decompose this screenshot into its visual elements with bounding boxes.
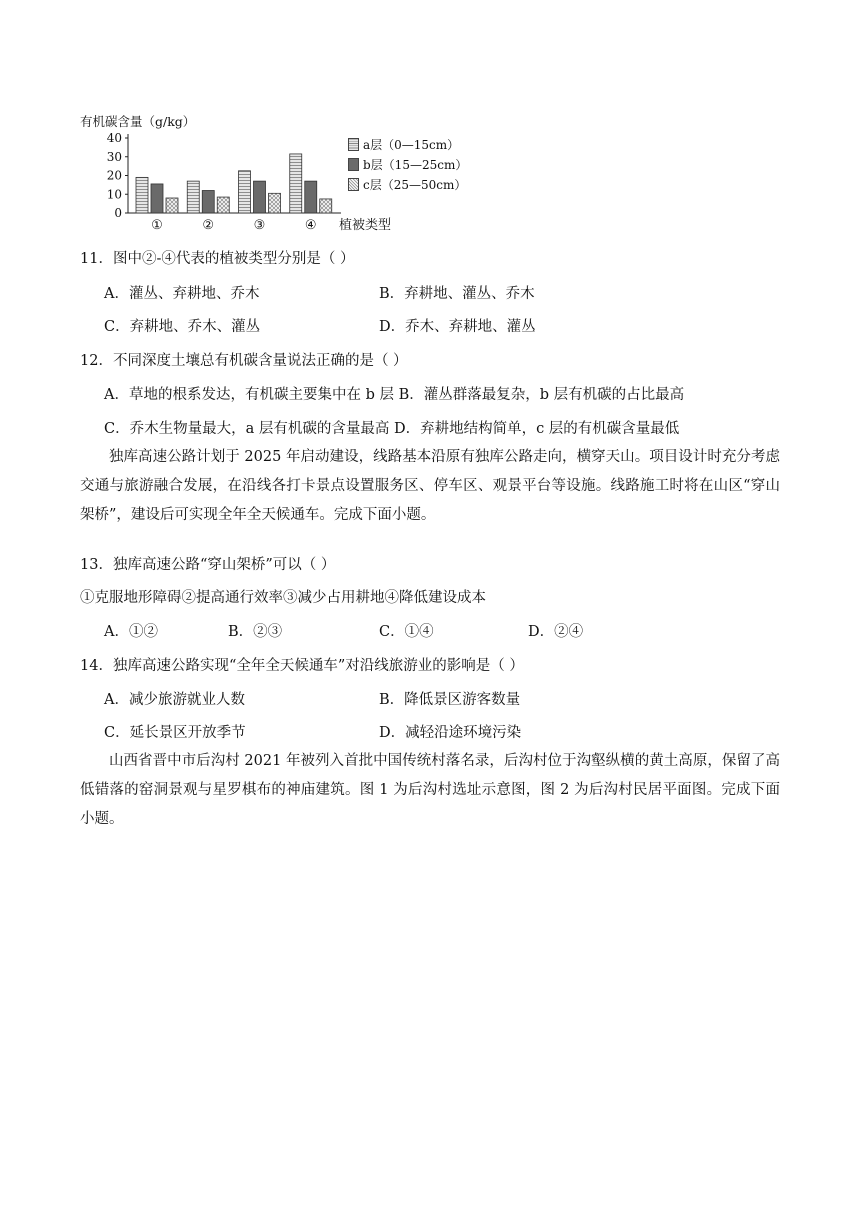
bar-a-3 [239, 171, 251, 213]
legend-swatch-a [348, 138, 359, 151]
x-tick-label-3: ③ [253, 218, 266, 233]
y-tick-label-3: 30 [106, 149, 122, 164]
passage-hougoucun: 山西省晋中市后沟村 2021 年被列入首批中国传统村落名录，后沟村位于沟壑纵横的黄土高原，保留了高低错落的窑洞景观与星罗棋布的神庙建筑。图 1 为后沟村选址示意图，图 2 为后沟村民居平面图。完成下面小题。 [80, 753, 780, 827]
q12-options-ab: A．草地的根系发达，有机碳主要集中在 b 层 B．灌丛群落最复杂，b 层有机碳的占比最高 [104, 387, 685, 403]
q13-option-d: D．②④ [528, 624, 584, 640]
legend-swatch-c [348, 178, 359, 191]
x-tick-label-1: ① [151, 218, 163, 233]
legend-label-a: a层（0—15cm） [363, 138, 460, 152]
y-tick-label-2: 20 [106, 168, 122, 183]
q13-items: ①克服地形障碍②提高通行效率③减少占用耕地④降低建设成本 [80, 590, 486, 606]
chart-title: 有机碳含量（g/kg） [80, 114, 196, 129]
bar-b-4 [305, 181, 317, 213]
q14-stem: 14．独库高速公路实现“全年全天候通车”对沿线旅游业的影响是（ ） [80, 658, 524, 674]
q13-stem: 13．独库高速公路“穿山架桥”可以（ ） [80, 557, 336, 573]
q14-option-a: A．减少旅游就业人数 [104, 692, 245, 708]
q12-options-cd: C．乔木生物量最大，a 层有机碳的含量最高 D．弃耕地结构简单，c 层的有机碳含量最低 [104, 421, 680, 437]
chart-plot [76, 110, 346, 235]
organic-carbon-chart [76, 110, 476, 235]
q13-option-c: C．①④ [379, 624, 434, 640]
x-tick-label-4: ④ [304, 218, 317, 233]
bar-b-2 [202, 191, 214, 214]
bar-c-1 [166, 198, 178, 213]
q14-option-c: C．延长景区开放季节 [104, 725, 246, 741]
y-tick-label-4: 40 [106, 131, 122, 145]
bar-b-1 [151, 184, 163, 213]
legend-item-a [348, 136, 459, 153]
legend-swatch-b [348, 158, 359, 171]
legend-label-b: b层（15—25cm） [363, 158, 468, 172]
q12-stem: 12．不同深度土壤总有机碳含量说法正确的是（ ） [80, 353, 408, 369]
bar-a-2 [187, 181, 199, 213]
legend-label-c: c层（25—50cm） [363, 178, 467, 192]
legend-item-b [348, 156, 467, 173]
q11-stem: 11．图中②-④代表的植被类型分别是（ ） [80, 251, 355, 267]
bar-a-1 [136, 177, 148, 213]
q14-option-b: B．降低景区游客数量 [379, 692, 521, 708]
q13-option-a: A．①② [104, 624, 158, 640]
x-axis-label: 植被类型 [339, 218, 392, 233]
legend-item-c [348, 176, 466, 193]
bar-a-4 [290, 154, 302, 213]
q11-option-a: A．灌丛、弃耕地、乔木 [104, 286, 260, 302]
bar-c-2 [217, 197, 229, 213]
q11-option-b: B．弃耕地、灌丛、乔木 [379, 286, 535, 302]
y-tick-label-0: 0 [114, 206, 122, 220]
q13-option-b: B．②③ [228, 624, 283, 640]
y-tick-label-1: 10 [106, 187, 122, 202]
bar-b-3 [254, 181, 266, 213]
bar-c-3 [269, 193, 281, 213]
q11-option-c: C．弃耕地、乔木、灌丛 [104, 319, 261, 335]
q14-option-d: D．减轻沿途环境污染 [379, 725, 522, 741]
bar-c-4 [320, 199, 332, 213]
q11-option-d: D．乔木、弃耕地、灌丛 [379, 319, 536, 335]
x-tick-label-2: ② [202, 218, 215, 233]
passage-dukugaosu: 独库高速公路计划于 2025 年启动建设，线路基本沿原有独库公路走向，横穿天山。项目设计时充分考虑交通与旅游融合发展，在沿线各打卡景点设置服务区、停车区、观景平台等设施。线路施工时将在山区“穿山架桥”，建设后可实现全年全天候通车。完成下面小题。 [80, 449, 780, 523]
